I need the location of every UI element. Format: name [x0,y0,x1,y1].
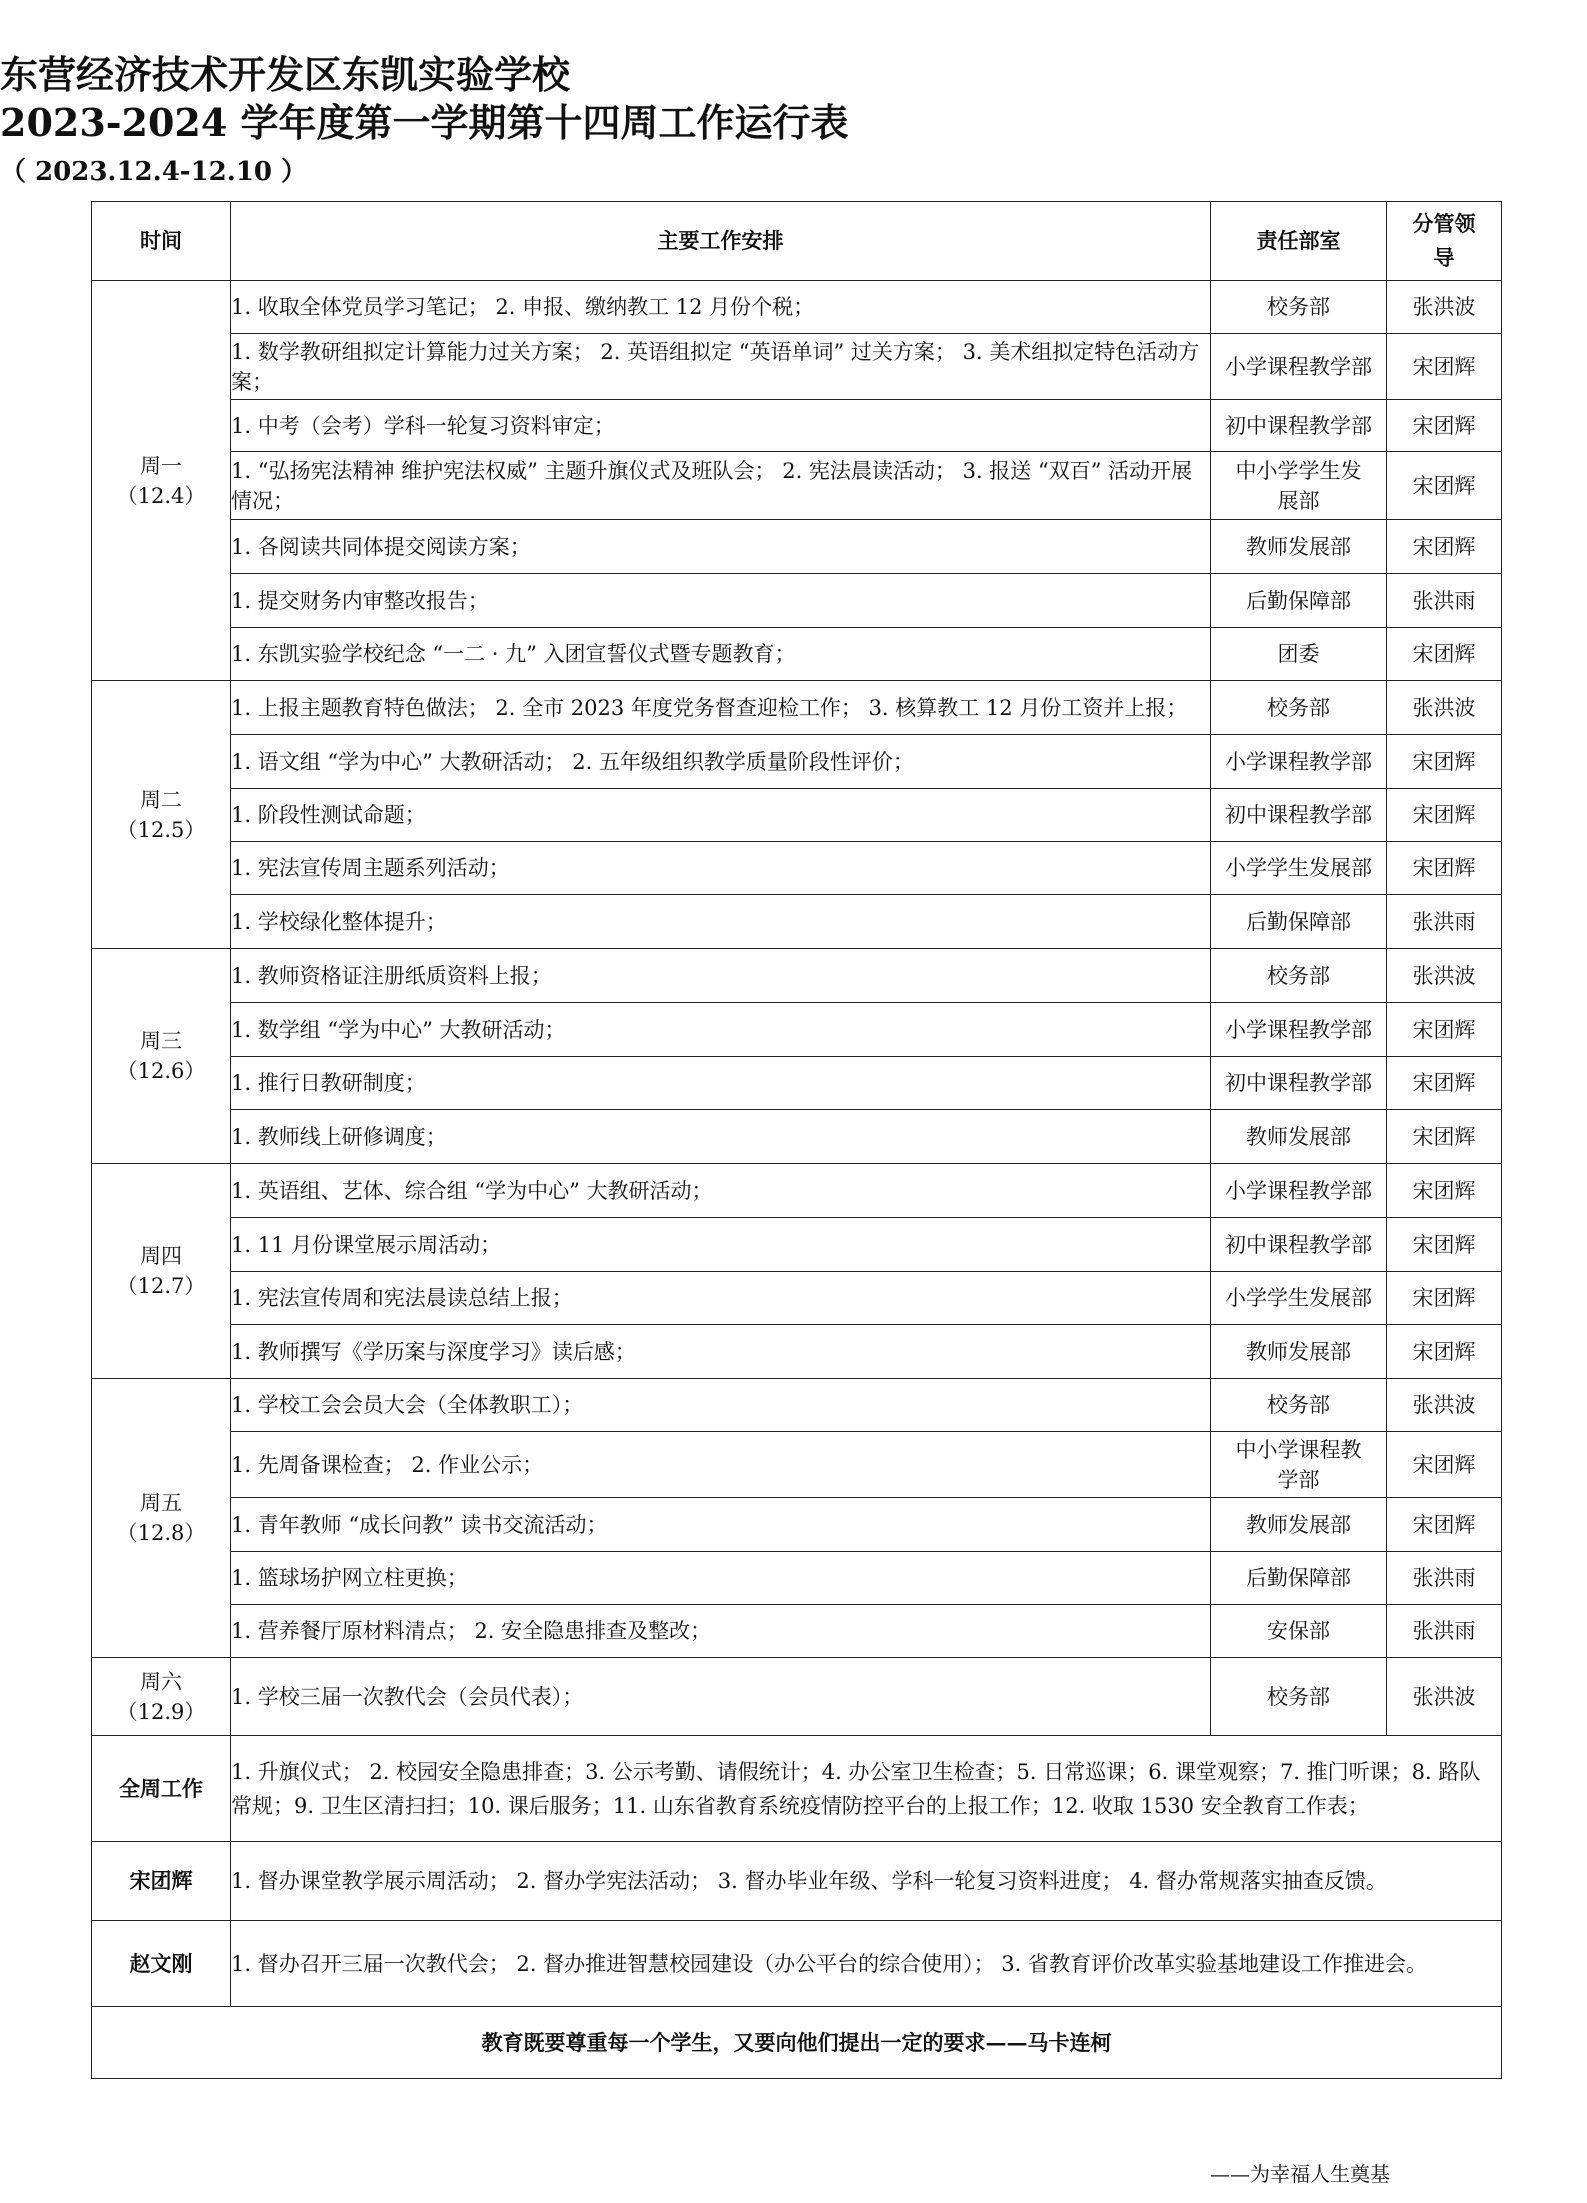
day-date: （12.9） [116,1699,206,1724]
dept-cell: 初中课程教学部 [1211,1057,1387,1110]
task-cell: 1. 教师线上研修调度； [231,1110,1211,1164]
motto-row [92,2007,1502,2079]
leader-cell: 宋团辉 [1387,400,1502,452]
task-cell: 1. 篮球场护网立柱更换； [231,1552,1211,1605]
day-date: （12.5） [116,817,206,842]
task-cell: 1. 宪法宣传周和宪法晨读总结上报； [231,1272,1211,1325]
dept-cell: 团委 [1211,628,1387,681]
title-line-1: 东营经济技术开发区东凯实验学校 [0,52,571,97]
task-cell: 1. 营养餐厅原材料清点； 2. 安全隐患排查及整改； [231,1605,1211,1658]
task-cell: 1. 教师撰写《学历案与深度学习》读后感； [231,1325,1211,1379]
task-cell: 1. 阶段性测试命题； [231,789,1211,842]
dept-cell: 小学课程教学部 [1211,1003,1387,1057]
day-cell [92,1379,231,1658]
day-cell [92,949,231,1164]
task-cell: 1. “弘扬宪法精神 维护宪法权威” 主题升旗仪式及班队会； 2. 宪法晨读活动； 3. 报送 “双百” 活动开展情况； [231,452,1211,520]
dept-cell: 小学学生发展部 [1211,1272,1387,1325]
leader-cell: 宋团辉 [1387,1218,1502,1272]
table-row [92,681,1502,735]
leader-cell: 宋团辉 [1387,1164,1502,1218]
dept-cell: 教师发展部 [1211,1325,1387,1379]
dept-cell: 中小学课程教学部 [1211,1432,1387,1498]
day-date: （12.6） [116,1059,206,1083]
table-row [92,334,1502,400]
table-row [92,452,1502,520]
dept-cell: 初中课程教学部 [1211,789,1387,842]
day-cell [92,1164,231,1379]
task-cell: 1. 各阅读共同体提交阅读方案； [231,520,1211,574]
table-row [92,1658,1502,1736]
dept-cell: 校务部 [1211,681,1387,735]
task-cell: 1. 学校工会会员大会（全体教职工）； [231,1379,1211,1432]
leader-cell: 宋团辉 [1387,789,1502,842]
date-range: （ 2023.12.4-12.10 ） [0,157,308,187]
leader-cell: 宋团辉 [1387,1498,1502,1552]
leader-cell: 宋团辉 [1387,1272,1502,1325]
task-cell: 1. 先周备课检查； 2. 作业公示； [231,1432,1211,1498]
task-cell: 1. 中考（会考）学科一轮复习资料审定； [231,400,1211,452]
dept-cell: 校务部 [1211,1658,1387,1736]
day-cell [92,281,231,681]
header-leader: 分管领导 [1387,202,1502,281]
leader-cell: 宋团辉 [1387,520,1502,574]
day-name: 周二 [140,787,182,812]
dept-cell: 中小学学生发展部 [1211,452,1387,520]
day-name: 周一 [140,453,182,478]
table-row [92,1498,1502,1552]
task-cell: 1. 数学组 “学为中心” 大教研活动； [231,1003,1211,1057]
table-row [92,1164,1502,1218]
dept-cell: 教师发展部 [1211,1110,1387,1164]
task-cell: 1. 语文组 “学为中心” 大教研活动； 2. 五年级组织教学质量阶段性评价； [231,735,1211,789]
leader-cell: 张洪波 [1387,949,1502,1003]
dept-cell: 教师发展部 [1211,520,1387,574]
table-row [92,281,1502,334]
leader-cell: 张洪波 [1387,281,1502,334]
table-row [92,520,1502,574]
header-dept: 责任部室 [1211,202,1387,281]
leader-2-text: 1. 督办召开三届一次教代会； 2. 督办推进智慧校园建设（办公平台的综合使用）； 3. 省教育评价改革实验基地建设工作推进会。 [231,1921,1502,2007]
leader-cell: 张洪波 [1387,1379,1502,1432]
dept-cell: 安保部 [1211,1605,1387,1658]
week-work-label: 全周工作 [92,1736,231,1842]
table-row [92,1325,1502,1379]
task-cell: 1. 推行日教研制度； [231,1057,1211,1110]
day-name: 周四 [140,1244,182,1268]
leader-cell: 张洪波 [1387,681,1502,735]
table-row [92,1272,1502,1325]
day-date: （12.4） [116,483,206,508]
week-work-text: 1. 升旗仪式； 2. 校园安全隐患排查；3. 公示考勤、请假统计；4. 办公室卫生检查；5. 日常巡课；6. 课堂观察；7. 推门听课；8. 路队常规；9. 卫生区清扫扫；10. 课后服务；11. 山东省教育系统疫情防控平台的上报工作；12. 收取 1530 安全教育工作表； [231,1736,1502,1842]
leader-cell: 张洪雨 [1387,574,1502,628]
task-cell: 1. 上报主题教育特色做法； 2. 全市 2023 年度党务督查迎检工作； 3. 核算教工 12 月份工资并上报； [231,681,1211,735]
header-work: 主要工作安排 [231,202,1211,281]
task-cell: 1. 数学教研组拟定计算能力过关方案； 2. 英语组拟定 “英语单词” 过关方案； 3. 美术组拟定特色活动方案； [231,334,1211,400]
task-cell: 1. 学校绿化整体提升； [231,895,1211,949]
table-row [92,1379,1502,1432]
task-cell: 1. 青年教师 “成长问教” 读书交流活动； [231,1498,1211,1552]
table-row [92,1605,1502,1658]
leader-2-label: 赵文刚 [92,1921,231,2007]
table-row [92,400,1502,452]
table-row [92,628,1502,681]
leader-cell: 宋团辉 [1387,735,1502,789]
dept-cell: 教师发展部 [1211,1498,1387,1552]
leader-row-2 [92,1921,1502,2007]
dept-cell: 后勤保障部 [1211,895,1387,949]
day-name: 周六 [140,1669,182,1694]
dept-cell: 校务部 [1211,949,1387,1003]
table-row [92,574,1502,628]
day-cell [92,681,231,949]
task-cell: 1. 收取全体党员学习笔记； 2. 申报、缴纳教工 12 月份个税； [231,281,1211,334]
table-row [92,1432,1502,1498]
leader-cell: 宋团辉 [1387,452,1502,520]
table-row [92,735,1502,789]
leader-cell: 宋团辉 [1387,842,1502,895]
dept-cell: 初中课程教学部 [1211,1218,1387,1272]
task-cell: 1. 提交财务内审整改报告； [231,574,1211,628]
table-row [92,1003,1502,1057]
day-date: （12.7） [116,1274,206,1298]
leader-cell: 宋团辉 [1387,1110,1502,1164]
dept-cell: 小学学生发展部 [1211,842,1387,895]
leader-cell: 宋团辉 [1387,1003,1502,1057]
leader-cell: 张洪雨 [1387,895,1502,949]
day-name: 周三 [140,1029,182,1053]
task-cell: 1. 教师资格证注册纸质资料上报； [231,949,1211,1003]
leader-cell: 张洪雨 [1387,1552,1502,1605]
table-row [92,842,1502,895]
dept-cell: 小学课程教学部 [1211,735,1387,789]
task-cell: 1. 学校三届一次教代会（会员代表）； [231,1658,1211,1736]
day-cell [92,1658,231,1736]
leader-cell: 宋团辉 [1387,334,1502,400]
day-date: （12.8） [116,1521,206,1545]
dept-cell: 校务部 [1211,281,1387,334]
motto: 教育既要尊重每一个学生，又要向他们提出一定的要求——马卡连柯 [92,2007,1502,2079]
leader-cell: 宋团辉 [1387,1432,1502,1498]
dept-cell: 小学课程教学部 [1211,334,1387,400]
week-work-row [92,1736,1502,1842]
task-cell: 1. 英语组、艺体、综合组 “学为中心” 大教研活动； [231,1164,1211,1218]
leader-row-1 [92,1842,1502,1921]
dept-cell: 后勤保障部 [1211,1552,1387,1605]
leader-cell: 宋团辉 [1387,628,1502,681]
table-row [92,1110,1502,1164]
leader-cell: 宋团辉 [1387,1325,1502,1379]
dept-cell: 初中课程教学部 [1211,400,1387,452]
table-row [92,895,1502,949]
task-cell: 1. 宪法宣传周主题系列活动； [231,842,1211,895]
header-time: 时间 [92,202,231,281]
day-name: 周五 [140,1491,182,1515]
table-row [92,1218,1502,1272]
dept-cell: 小学课程教学部 [1211,1164,1387,1218]
task-cell: 1. 11 月份课堂展示周活动； [231,1218,1211,1272]
leader-cell: 张洪波 [1387,1658,1502,1736]
table-row [92,1057,1502,1110]
dept-cell: 后勤保障部 [1211,574,1387,628]
dept-cell: 校务部 [1211,1379,1387,1432]
task-cell: 1. 东凯实验学校纪念 “一二 · 九” 入团宣誓仪式暨专题教育； [231,628,1211,681]
leader-cell: 宋团辉 [1387,1057,1502,1110]
leader-1-label: 宋团辉 [92,1842,231,1921]
table-row [92,1552,1502,1605]
header-row [92,202,1502,281]
title-line-2: 2023-2024 学年度第一学期第十四周工作运行表 [0,100,849,145]
footer-slogan: ——为幸福人生奠基 [1210,2162,1390,2186]
work-schedule-table [91,201,1502,2079]
schedule-body [92,281,1502,1736]
table-row [92,949,1502,1003]
leader-cell: 张洪雨 [1387,1605,1502,1658]
leader-1-text: 1. 督办课堂教学展示周活动； 2. 督办学宪法活动； 3. 督办毕业年级、学科一轮复习资料进度； 4. 督办常规落实抽查反馈。 [231,1842,1502,1921]
table-row [92,789,1502,842]
